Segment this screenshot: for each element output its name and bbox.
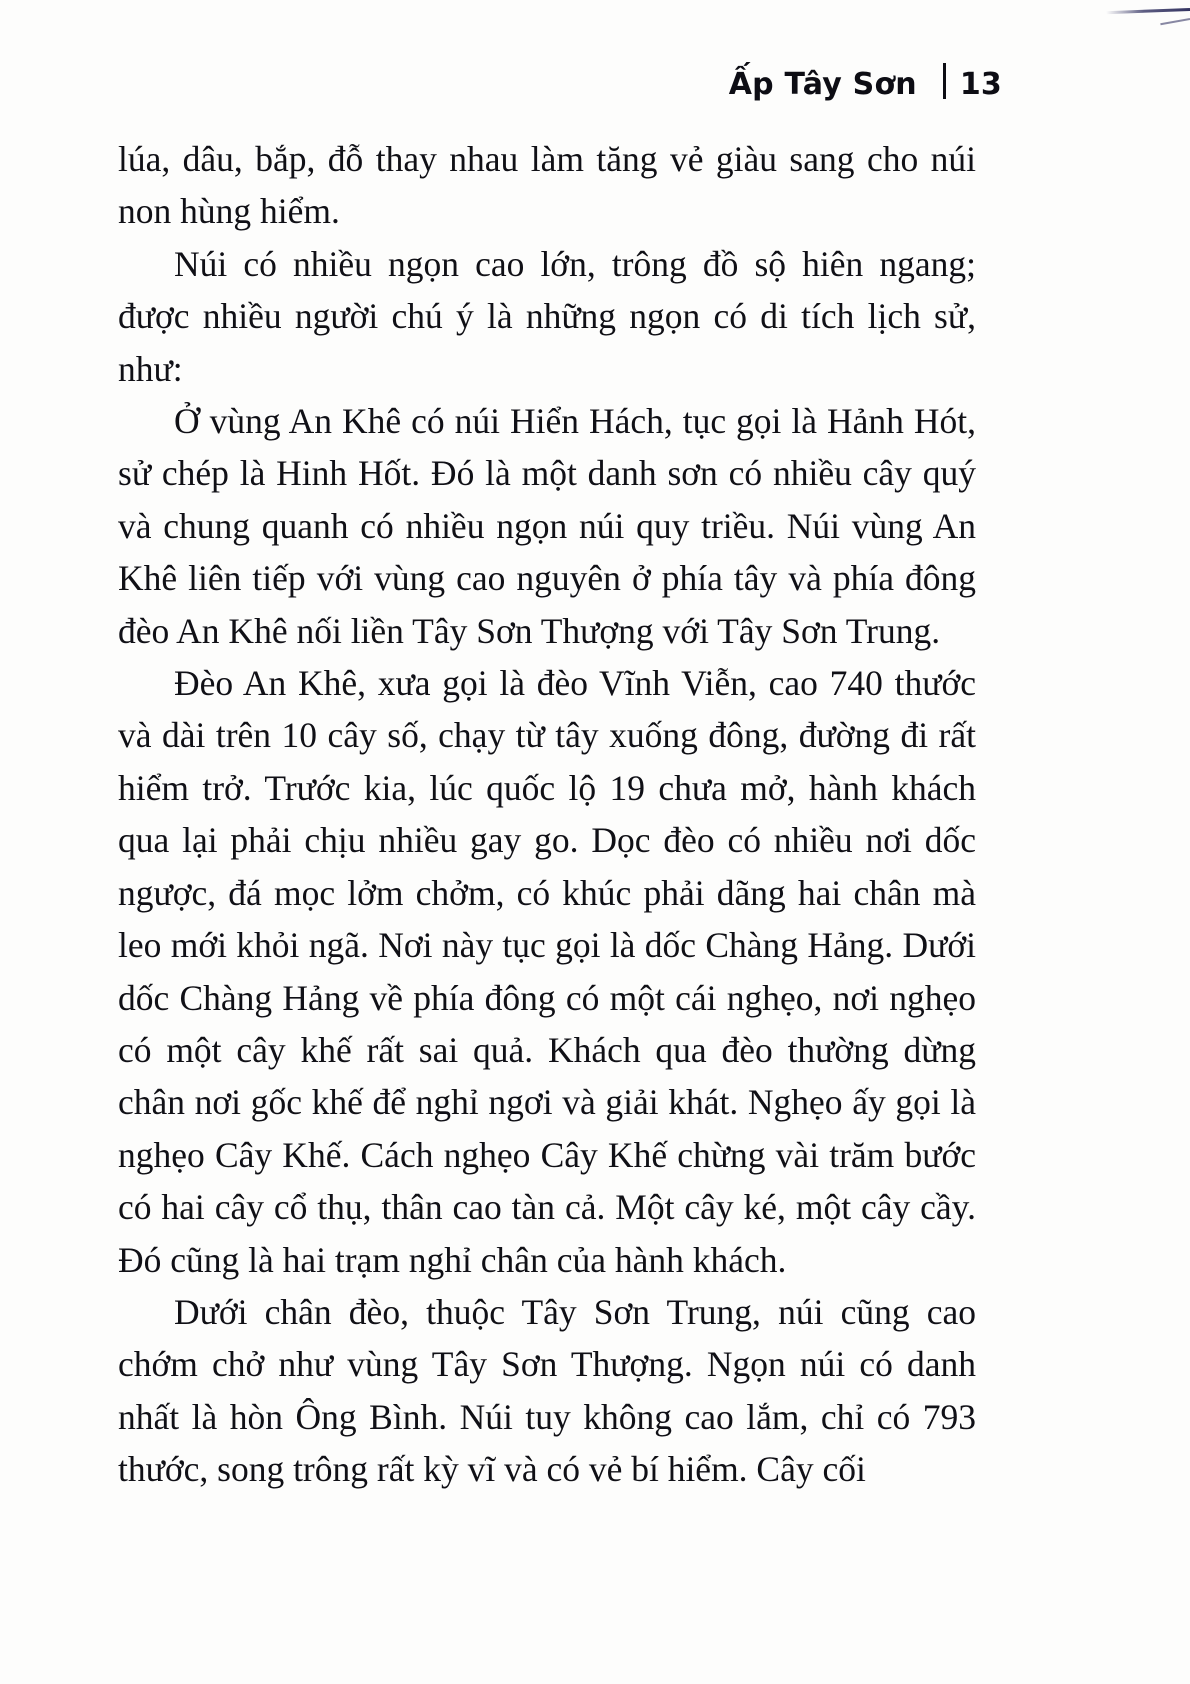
scan-artifact-line-secondary — [1160, 18, 1190, 25]
paragraph: lúa, dâu, bắp, đỗ thay nhau làm tăng vẻ giàu sang cho núi non hùng hiểm. — [118, 139, 976, 232]
paragraph: Ở vùng An Khê có núi Hiển Hách, tục gọi là Hảnh Hót, sử chép là Hinh Hốt. Đó là một danh sơn có nhiều cây quý và chung quanh có nhiều ngọn núi quy triều. Núi vùng An Khê liên tiếp với vùng cao nguyên ở phía tây và phía đông đèo An Khê nối liền Tây Sơn Thượng với Tây Sơn Trung. — [118, 401, 976, 651]
page-body — [118, 133, 976, 1496]
page-number: 13 — [959, 67, 1002, 102]
scan-artifact-line — [1106, 8, 1190, 14]
paragraph: Dưới chân đèo, thuộc Tây Sơn Trung, núi cũng cao chớm chở như vùng Tây Sơn Thượng. Ngọn núi có danh nhất là hòn Ông Bình. Núi tuy không cao lắm, chỉ có 793 thước, song trông rất kỳ vĩ và có vẻ bí hiểm. Cây cối — [118, 1291, 976, 1490]
running-head-title: Ấp Tây Sơn — [728, 67, 917, 102]
paragraph: Đèo An Khê, xưa gọi là đèo Vĩnh Viễn, cao 740 thước và dài trên 10 cây số, chạy từ tây xuống đông, đường đi rất hiểm trở. Trước kia, lúc quốc lộ 19 chưa mở, hành khách qua lại phải chịu nhiều gay go. Dọc đèo có nhiều nơi dốc ngược, đá mọc lởm chởm, có khúc phải dãng hai chân mà leo mới khỏi ngã. Nơi này tục gọi là dốc Chàng Hảng. Dưới dốc Chàng Hảng về phía đông có một cái nghẹo, nơi nghẹo có một cây khế rất sai quả. Khách qua đèo thường dừng chân nơi gốc khế để nghỉ ngơi và giải khát. Nghẹo ấy gọi là nghẹo Cây Khế. Cách nghẹo Cây Khế chừng vài trăm bước có hai cây cổ thụ, thân cao tàn cả. Một cây ké, một cây cầy. Đó cũng là hai trạm nghỉ chân của hành khách. — [118, 663, 976, 1280]
running-head — [118, 58, 1002, 102]
running-head-divider — [943, 63, 946, 99]
paragraph: Núi có nhiều ngọn cao lớn, trông đồ sộ hiên ngang; được nhiều người chú ý là những ngọn có di tích lịch sử, như: — [118, 243, 976, 389]
